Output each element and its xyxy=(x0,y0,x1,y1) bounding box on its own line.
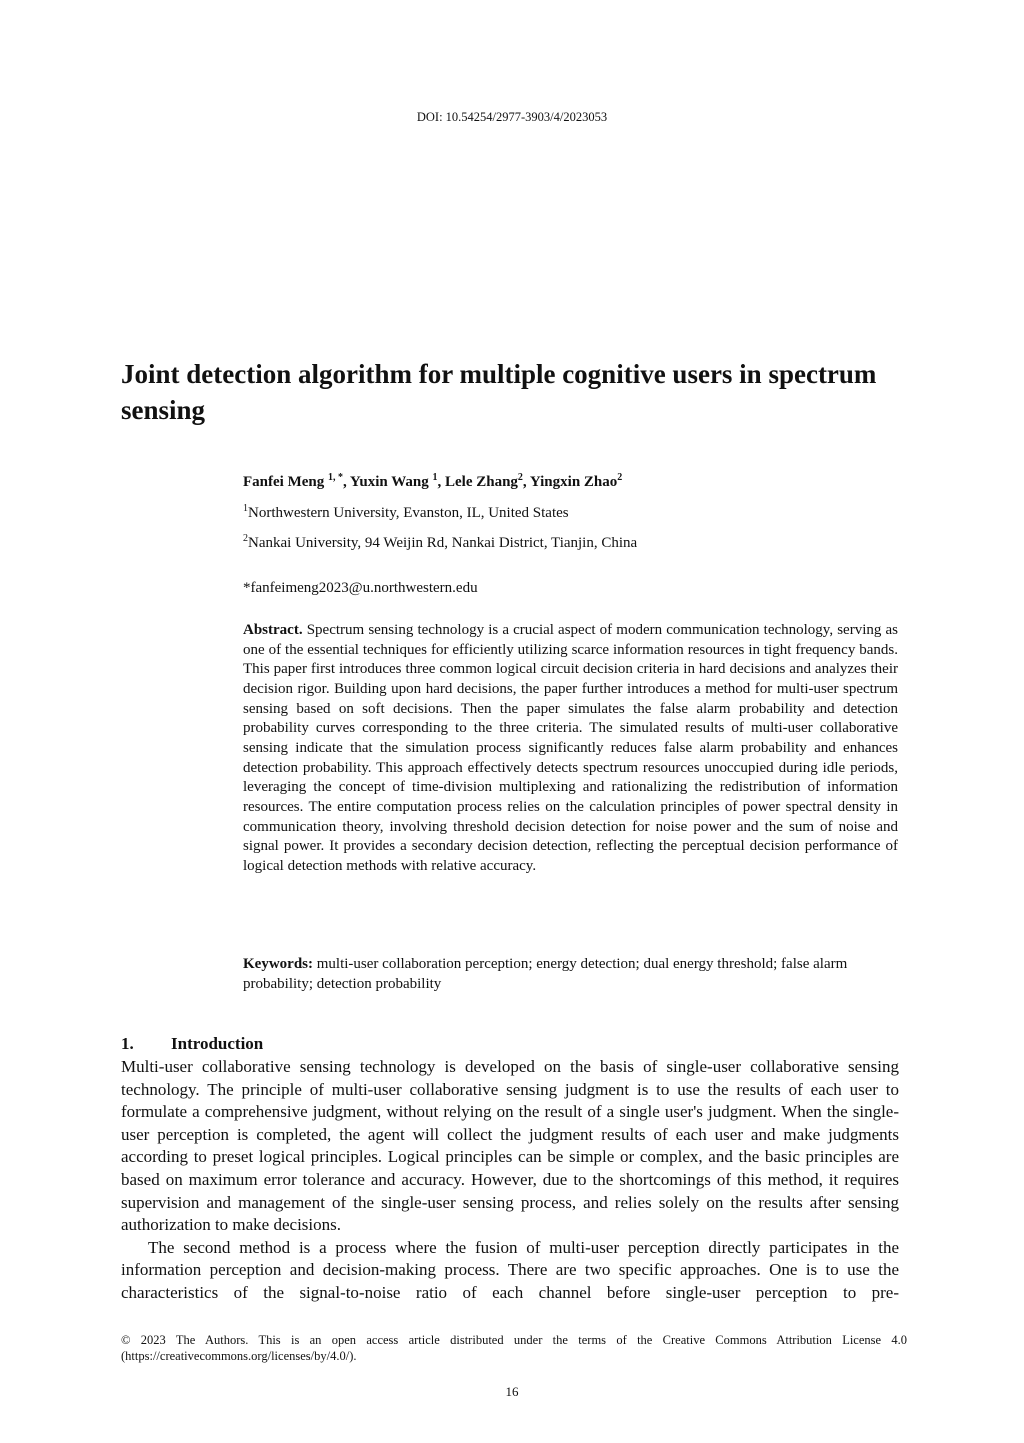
paragraph: The second method is a process where the fusion of multi-user perception directly participates in the information perception and decision-making process. There are two specific approaches. One is to use the characteristics of the signal-to-noise ratio of each channel before single-user perception to pre- xyxy=(121,1237,899,1302)
corresponding-email[interactable]: *fanfeimeng2023@u.northwestern.edu xyxy=(243,580,478,596)
license-footnote: © 2023 The Authors. This is an open access article distributed under the terms of the Creative Commons Attribution License 4.0 (https://creativecommons.org/licenses/by/4.0/). xyxy=(121,1333,907,1363)
affiliation-superscript: 2 xyxy=(243,533,248,544)
affiliation-1 xyxy=(243,503,569,522)
abstract xyxy=(243,621,898,877)
abstract-text: Spectrum sensing technology is a crucial aspect of modern communication technology, serving as one of the essential techniques for efficiently utilizing scarce information resources in tight frequency bands. This paper first introduces three common logical circuit decision criteria in hard decisions and analyzes their decision rigor. Building upon hard decisions, the paper further introduces a method for multi-user spectrum sensing based on soft decisions. Then the paper simulates the false alarm probability and detection probability curves corresponding to the three criteria. The simulated results of multi-user collaborative sensing indicate that the simulation process significantly reduces false alarm probability and enhances detection probability. This approach effectively detects spectrum resources unoccupied during idle periods, leveraging the concept of time-division multiplexing and rationalizing the redistribution of information resources. The entire computation process relies on the calculation principles of power spectral density in communication theory, involving threshold decision detection for noise power and the sum of noise and signal power. It provides a secondary decision detection, reflecting the perceptual decision performance of logical detection methods with relative accuracy. xyxy=(243,622,898,874)
author-superscript: 2 xyxy=(617,472,623,483)
section-number: 1. xyxy=(121,1034,134,1053)
author-name: , Yuxin Wang xyxy=(342,474,429,490)
author-name: , Lele Zhang xyxy=(437,474,518,490)
affiliation-text: Northwestern University, Evanston, IL, United States xyxy=(248,505,569,521)
paragraph: Multi-user collaborative sensing technology is developed on the basis of single-user collaborative sensing technology. The principle of multi-user collaborative sensing judgment is to use the results of each user to formulate a comprehensive judgment, without relying on the result of a single user's judgment. When the single-user perception is completed, the agent will collect the judgment results of each user and make judgments according to preset logical principles. Logical principles can be simple or complex, and the basic principles are based on maximum error tolerance and accuracy. However, due to the shortcomings of this method, it requires supervision and management of the single-user sensing process, and relies solely on the results after sensing authorization to make decisions. xyxy=(121,1057,899,1235)
abstract-label: Abstract. xyxy=(243,622,303,638)
page-number: 16 xyxy=(505,1384,519,1399)
section-heading xyxy=(121,1034,263,1054)
affiliation-text: Nankai University, 94 Weijin Rd, Nankai District, Tianjin, China xyxy=(248,535,638,551)
author-name: , Yingxin Zhao xyxy=(522,474,618,490)
author-name: Fanfei Meng xyxy=(243,474,325,490)
keywords xyxy=(243,955,898,994)
author-superscript: 2 xyxy=(517,472,523,483)
affiliation-superscript: 1 xyxy=(243,503,248,514)
author-superscript: 1 xyxy=(432,472,438,483)
author-list xyxy=(243,472,622,491)
paper-title: Joint detection algorithm for multiple cognitive users in spectrum sensing xyxy=(121,359,877,425)
doi-header: DOI: 10.54254/2977-3903/4/2023053 xyxy=(416,110,608,124)
affiliation-2 xyxy=(243,533,637,552)
author-superscript: 1, * xyxy=(327,472,343,483)
keywords-label: Keywords: xyxy=(243,956,313,972)
section-title: Introduction xyxy=(171,1034,264,1053)
section-body xyxy=(121,1056,899,1305)
keywords-text: multi-user collaboration perception; energy detection; dual energy threshold; false alarm probability; detection probability xyxy=(243,956,848,992)
